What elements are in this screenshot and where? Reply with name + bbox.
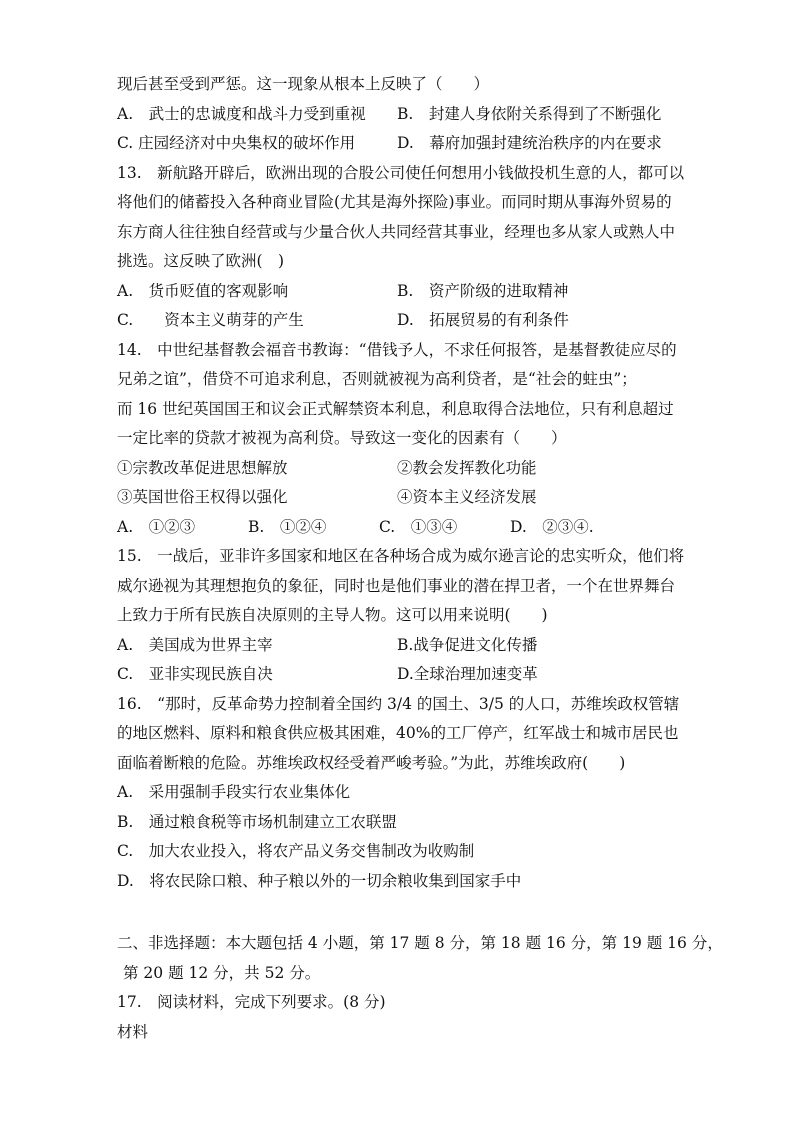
q14-options-row [117, 513, 717, 543]
q15-option-b: B.战争促进文化传播 [397, 635, 538, 654]
q17-material-label: 材料 [117, 1022, 149, 1041]
q13-options-row-1 [117, 277, 717, 307]
q13-options-row-2 [117, 306, 717, 336]
q16-stem-line: 面临着断粮的危险。苏维埃政权经受着严峻考验。”为此，苏维埃政府( ) [117, 753, 626, 772]
q15-option-d: D.全球治理加速变革 [397, 665, 538, 683]
q16-option-d: D. 将农民除口粮、种子粮以外的一切余粮收集到国家手中 [117, 871, 522, 890]
q14-option-b: B. ①②④ [248, 517, 327, 536]
q15-option-c: C. 亚非实现民族自决 [117, 665, 273, 683]
q15-options-row-1 [117, 631, 717, 661]
q14-option-c: C. ①③④ [379, 517, 458, 536]
q13-option-d: D. 拓展贸易的有利条件 [397, 311, 569, 329]
q16-option-c: C. 加大农业投入，将农产品义务交售制改为收购制 [117, 842, 475, 860]
section-spacer [117, 896, 717, 929]
q13-stem-line: 13. 新航路开辟后，欧洲出现的合股公司使任何想用小钱做投机生意的人，都可以 [117, 163, 685, 182]
q13-stem-line: 东方商人往往独自经营或与少量合伙人共同经营其事业，经理也多从家人或熟人中 [117, 222, 676, 241]
q15-stem-line: 上致力于所有民族自决原则的主导人物。这可以用来说明( ) [117, 606, 548, 624]
q17-stem: 17. 阅读材料，完成下列要求。(8 分) [117, 993, 386, 1011]
q16-stem-line: 的地区燃料、原料和粮食供应极其困难，40%的工厂停产，红军战士和城市居民也 [117, 724, 679, 742]
section2-heading-line-2: 第 20 题 12 分，共 52 分。 [123, 963, 321, 982]
q14-statement-1: ①宗教改革促进思想解放 [117, 458, 288, 477]
q15-stem-line: 15. 一战后，亚非许多国家和地区在各种场合成为威尔逊言论的忠实听众，他们将 [117, 547, 685, 565]
q13-stem-line: 将他们的储蓄投入各种商业冒险(尤其是海外探险)事业。而同时期从事海外贸易的 [117, 193, 672, 211]
q14-stem-line: 一定比率的贷款才被视为高利贷。导致这一变化的因素有（ ） [117, 429, 567, 447]
q13-option-b: B. 资产阶级的进取精神 [397, 281, 569, 300]
q12-option-c: C. 庄园经济对中央集权的破坏作用 [117, 134, 356, 152]
q14-statement-3: ③英国世俗王权得以强化 [117, 488, 288, 506]
q16-option-b: B. 通过粮食税等市场机制建立工农联盟 [117, 812, 397, 831]
q12-options-row-1 [117, 100, 717, 130]
q12-option-d: D. 幕府加强封建统治秩序的内在要求 [397, 134, 662, 152]
q14-stem-line: 14. 中世纪基督教会福音书教诲：“借钱予人，不求任何报答，是基督教徒应尽的 [117, 340, 677, 359]
q14-option-d: D. ②③④. [510, 517, 594, 536]
q13-stem-line: 挑选。这反映了欧洲( ) [117, 252, 285, 270]
q15-options-row-2 [117, 660, 717, 690]
q12-options-row-2 [117, 129, 717, 159]
section2-heading-line-1: 二、非选择题：本大题包括 4 小题，第 17 题 8 分，第 18 题 16 分，第 19 题 16 分， [117, 934, 723, 952]
exam-content [117, 70, 723, 1047]
q15-option-a: A. 美国成为世界主宰 [117, 635, 273, 654]
q12-option-a: A. 武士的忠诚度和战斗力受到重视 [117, 104, 366, 123]
q16-stem-line: 16. “那时，反革命势力控制着全国约 3/4 的国土、3/5 的人口，苏维埃政权管辖 [117, 694, 680, 713]
q14-stem-line: 兄弟之谊”，借贷不可追求利息，否则就被视为高利贷者，是“社会的蛀虫”； [117, 370, 637, 388]
q14-statement-4: ④资本主义经济发展 [397, 488, 537, 506]
q15-stem-line: 威尔逊视为其理想抱负的象征，同时也是他们事业的潜在捍卫者，一个在世界舞台 [117, 576, 676, 595]
q14-option-a: A. ①②③ [117, 517, 196, 536]
q13-option-c: C. 资本主义萌芽的产生 [117, 311, 304, 329]
q14-statement-2: ②教会发挥教化功能 [397, 458, 537, 477]
q13-option-a: A. 货币贬值的客观影响 [117, 281, 289, 300]
q12-stem-tail: 现后甚至受到严惩。这一现象从根本上反映了（ ） [117, 75, 490, 93]
q14-stem-line: 而 16 世纪英国国王和议会正式解禁资本利息，利息取得合法地位，只有利息超过 [117, 399, 674, 418]
q14-statements-row-2 [117, 483, 717, 513]
q12-option-b: B. 封建人身依附关系得到了不断强化 [397, 104, 662, 123]
q16-option-a: A. 采用强制手段实行农业集体化 [117, 783, 351, 801]
q14-statements-row-1 [117, 454, 717, 484]
